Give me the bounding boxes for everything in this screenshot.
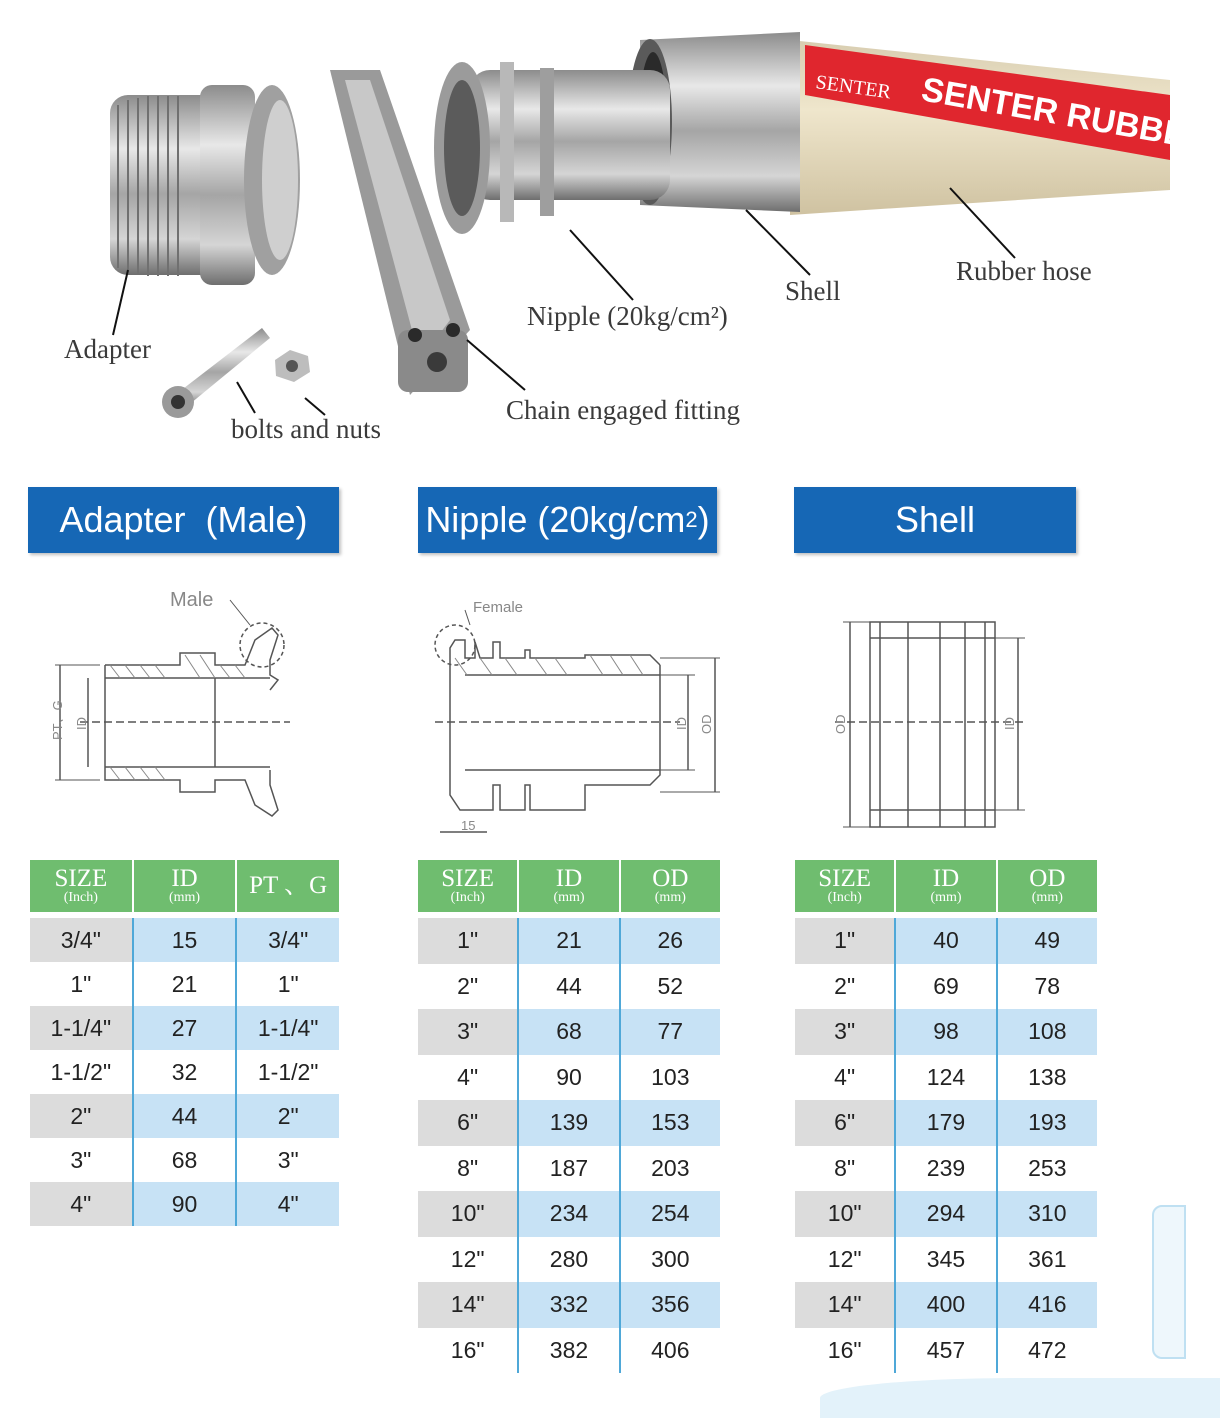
table-cell: 310: [996, 1191, 1097, 1237]
table-row: [418, 1191, 720, 1237]
table-cell: 193: [996, 1100, 1097, 1146]
corner-accent: [1152, 1205, 1186, 1359]
table-row: [30, 1182, 339, 1226]
table-cell: 15: [132, 918, 236, 962]
nipple-title: Nipple (20kg/cm: [425, 499, 686, 540]
shell-od-label: OD: [833, 714, 848, 734]
table-cell: 280: [517, 1237, 618, 1283]
table-cell: 2": [795, 964, 894, 1010]
header-label: SIZE: [441, 865, 495, 892]
table-cell: 40: [894, 918, 995, 964]
table-cell: 108: [996, 1009, 1097, 1055]
header-cell: [134, 860, 238, 912]
table-row: [418, 1328, 720, 1374]
table-row: [795, 1282, 1097, 1328]
table-cell: 77: [619, 1009, 720, 1055]
table-row: [418, 1282, 720, 1328]
table-cell: 32: [132, 1050, 236, 1094]
rubber-hose: [790, 40, 1214, 215]
table-cell: 12": [418, 1237, 517, 1283]
shell-banner: [794, 487, 1076, 553]
table-row: [795, 1328, 1097, 1374]
table-cell: 27: [132, 1006, 236, 1050]
table-cell: 3": [235, 1138, 339, 1182]
table-cell: 239: [894, 1146, 995, 1192]
table-row: [795, 1146, 1097, 1192]
adapter-table-header: [30, 860, 339, 912]
table-cell: 69: [894, 964, 995, 1010]
table-cell: 1": [418, 918, 517, 964]
hose-logo: SENTER: [814, 71, 893, 104]
nipple-title-sup: 2: [685, 507, 698, 532]
table-cell: 44: [132, 1094, 236, 1138]
adapter-diagram: [40, 570, 330, 850]
table-row: [30, 1094, 339, 1138]
table-row: [418, 1100, 720, 1146]
table-row: [30, 1138, 339, 1182]
table-cell: 14": [418, 1282, 517, 1328]
header-cell: [418, 860, 519, 912]
table-row: [30, 1050, 339, 1094]
header-label: SIZE: [54, 865, 108, 892]
table-cell: 416: [996, 1282, 1097, 1328]
table-cell: 3": [795, 1009, 894, 1055]
header-cell: [998, 860, 1097, 912]
table-cell: 345: [894, 1237, 995, 1283]
table-row: [418, 1009, 720, 1055]
adapter-banner: [28, 487, 339, 553]
table-cell: 8": [795, 1146, 894, 1192]
table-cell: 332: [517, 1282, 618, 1328]
header-cell: [30, 860, 134, 912]
table-cell: 3/4": [235, 918, 339, 962]
table-cell: 16": [795, 1328, 894, 1374]
table-cell: 10": [418, 1191, 517, 1237]
shell-title: Shell: [894, 499, 976, 540]
table-cell: 234: [517, 1191, 618, 1237]
header-label: ID: [555, 865, 583, 892]
header-cell: [896, 860, 997, 912]
nipple-od-label: OD: [699, 714, 714, 734]
table-cell: 1": [795, 918, 894, 964]
table-cell: 457: [894, 1328, 995, 1374]
label-adapter: Adapter: [64, 334, 151, 364]
table-cell: 90: [132, 1182, 236, 1226]
table-cell: 68: [132, 1138, 236, 1182]
table-cell: 49: [996, 918, 1097, 964]
table-cell: 472: [996, 1328, 1097, 1374]
table-cell: 179: [894, 1100, 995, 1146]
table-row: [795, 1055, 1097, 1101]
table-cell: 10": [795, 1191, 894, 1237]
table-cell: 98: [894, 1009, 995, 1055]
table-row: [418, 918, 720, 964]
table-row: [795, 964, 1097, 1010]
header-unit: (mm): [654, 890, 686, 905]
bolt-and-nut: [162, 328, 310, 418]
table-cell: 26: [619, 918, 720, 964]
table-row: [30, 962, 339, 1006]
table-cell: 1-1/2": [30, 1050, 132, 1094]
header-label: PT 、G: [249, 872, 328, 899]
table-row: [418, 964, 720, 1010]
table-cell: 3": [418, 1009, 517, 1055]
adapter-male-callout: Male: [170, 589, 214, 611]
table-cell: 16": [418, 1328, 517, 1374]
table-cell: 253: [996, 1146, 1097, 1192]
header-unit: (mm): [930, 890, 962, 905]
table-cell: 4": [235, 1182, 339, 1226]
nipple-female-callout: Female: [473, 599, 524, 616]
table-row: [418, 1146, 720, 1192]
table-cell: 124: [894, 1055, 995, 1101]
header-label: OD: [1029, 865, 1066, 892]
table-cell: 1-1/2": [235, 1050, 339, 1094]
table-cell: 1": [235, 962, 339, 1006]
header-label: OD: [652, 865, 689, 892]
table-cell: 4": [30, 1182, 132, 1226]
header-unit: (mm): [1031, 890, 1063, 905]
nipple-dimension-label: 15: [461, 818, 476, 833]
table-row: [795, 918, 1097, 964]
table-cell: 3/4": [30, 918, 132, 962]
table-cell: 103: [619, 1055, 720, 1101]
table-cell: 382: [517, 1328, 618, 1374]
table-cell: 361: [996, 1237, 1097, 1283]
table-cell: 187: [517, 1146, 618, 1192]
header-label: SIZE: [818, 865, 872, 892]
nipple-part: [434, 62, 670, 234]
header-cell: [237, 860, 339, 912]
table-cell: 4": [418, 1055, 517, 1101]
label-shell: Shell: [785, 276, 841, 306]
nipple-table: [418, 860, 720, 1373]
table-cell: 139: [517, 1100, 618, 1146]
table-cell: 2": [418, 964, 517, 1010]
header-cell: [519, 860, 620, 912]
nipple-table-header: [418, 860, 720, 912]
table-row: [30, 1006, 339, 1050]
table-row: [30, 918, 339, 962]
table-cell: 400: [894, 1282, 995, 1328]
table-cell: 1-1/4": [30, 1006, 132, 1050]
adapter-title: Adapter (Male): [59, 499, 308, 540]
label-bolts-and-nuts: bolts and nuts: [231, 414, 382, 444]
header-unit: (Inch): [827, 890, 862, 905]
label-chain-fitting: Chain engaged fitting: [506, 395, 740, 425]
table-row: [795, 1009, 1097, 1055]
table-cell: 6": [418, 1100, 517, 1146]
shell-table-header: [795, 860, 1097, 912]
table-cell: 153: [619, 1100, 720, 1146]
nipple-banner: [418, 487, 717, 553]
header-unit: (mm): [168, 890, 201, 905]
table-cell: 3": [30, 1138, 132, 1182]
table-cell: 90: [517, 1055, 618, 1101]
header-unit: (Inch): [450, 890, 485, 905]
shell-id-label: ID: [1002, 717, 1017, 730]
adapter-table: [30, 860, 339, 1226]
adapter-part: [110, 85, 300, 285]
product-photo: [0, 0, 1214, 460]
table-cell: 52: [619, 964, 720, 1010]
nipple-title-end: ): [697, 499, 710, 540]
table-cell: 44: [517, 964, 618, 1010]
header-cell: [621, 860, 720, 912]
table-cell: 21: [132, 962, 236, 1006]
table-cell: 6": [795, 1100, 894, 1146]
label-nipple: Nipple (20kg/cm²): [527, 301, 728, 331]
table-cell: 14": [795, 1282, 894, 1328]
table-cell: 254: [619, 1191, 720, 1237]
adapter-id-label: ID: [74, 717, 89, 730]
table-cell: 78: [996, 964, 1097, 1010]
table-row: [418, 1237, 720, 1283]
nipple-diagram: [425, 570, 725, 850]
table-row: [795, 1191, 1097, 1237]
header-label: ID: [171, 865, 198, 892]
table-cell: 2": [30, 1094, 132, 1138]
table-cell: 356: [619, 1282, 720, 1328]
table-cell: 406: [619, 1328, 720, 1374]
header-unit: (mm): [553, 890, 585, 905]
table-row: [418, 1055, 720, 1101]
shell-diagram: [825, 570, 1035, 850]
table-cell: 4": [795, 1055, 894, 1101]
table-cell: 138: [996, 1055, 1097, 1101]
table-cell: 294: [894, 1191, 995, 1237]
table-cell: 21: [517, 918, 618, 964]
hose-print-text: SENTER RUBBER: [918, 70, 1214, 159]
table-cell: 12": [795, 1237, 894, 1283]
bottom-wave: [820, 1378, 1220, 1418]
table-cell: 68: [517, 1009, 618, 1055]
table-row: [795, 1100, 1097, 1146]
header-label: ID: [932, 865, 960, 892]
table-cell: 203: [619, 1146, 720, 1192]
table-cell: 8": [418, 1146, 517, 1192]
header-cell: [795, 860, 896, 912]
table-cell: 2": [235, 1094, 339, 1138]
table-cell: 300: [619, 1237, 720, 1283]
label-rubber-hose: Rubber hose: [956, 256, 1092, 286]
table-cell: 1-1/4": [235, 1006, 339, 1050]
nipple-id-label: ID: [674, 717, 689, 730]
adapter-pt-label: PT、G: [50, 700, 65, 740]
table-cell: 1": [30, 962, 132, 1006]
table-row: [795, 1237, 1097, 1283]
shell-table: [795, 860, 1097, 1373]
header-unit: (Inch): [63, 890, 98, 905]
